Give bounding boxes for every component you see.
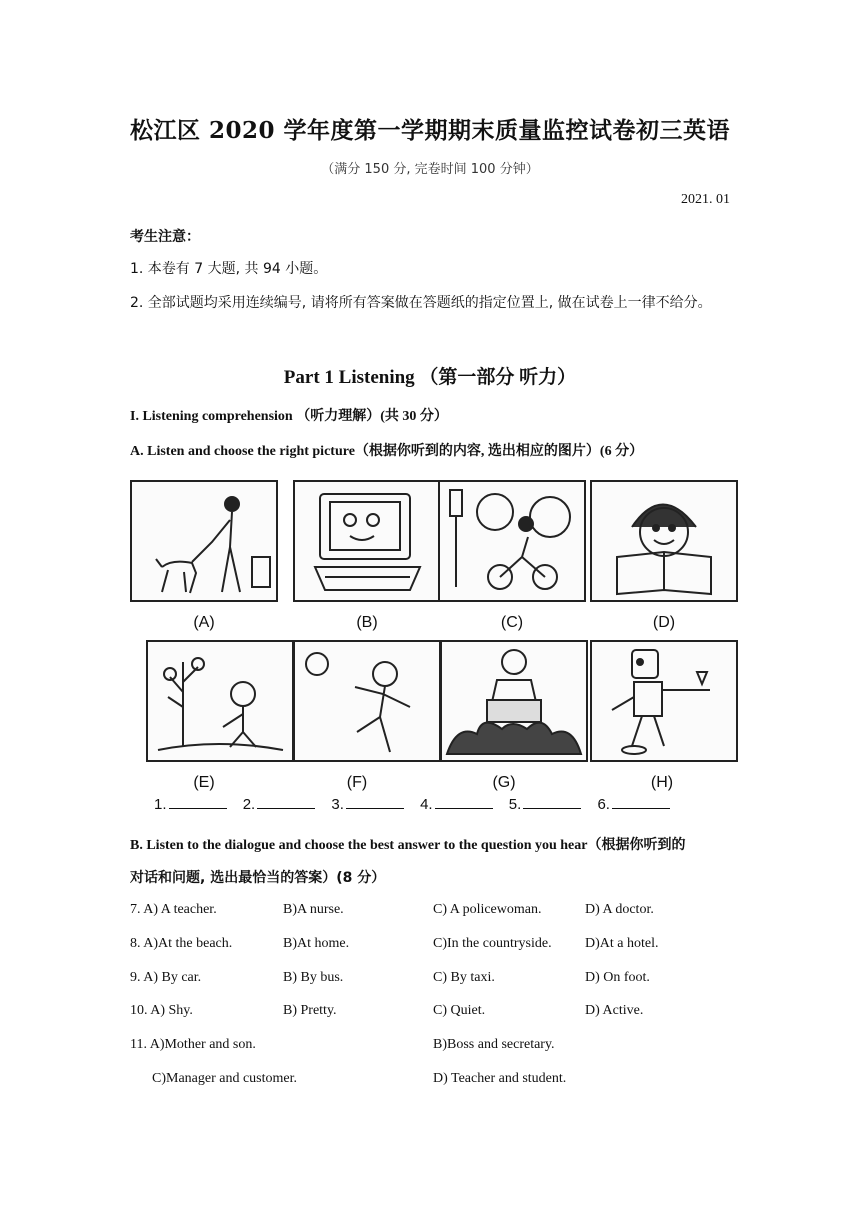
page-title: 松江区 2020 学年度第一学期期末质量监控试卷初三英语 (129, 117, 731, 144)
picture-label-h: (H) (650, 774, 674, 791)
question-11-option-b: B)Boss and secretary. (433, 1037, 555, 1052)
man-giving-speech-icon (440, 640, 588, 762)
section-heading: I. Listening comprehension （听力理解）(共 30 分） (130, 409, 448, 424)
question-7-option-d: D) A doctor. (585, 902, 654, 917)
question-8-option-d: D)At a hotel. (585, 936, 659, 951)
blank-label-5: 5. (508, 796, 522, 813)
answer-blank-6[interactable] (612, 794, 670, 809)
question-11-option-a: 11. A)Mother and son. (130, 1037, 256, 1052)
answer-blank-3[interactable] (346, 794, 404, 809)
notes-heading: 考生注意： (130, 229, 200, 245)
answer-blank-2[interactable] (257, 794, 315, 809)
blank-label-6: 6. (597, 796, 610, 813)
question-9-option-c: C) By taxi. (433, 970, 495, 985)
answer-blank-5[interactable] (523, 794, 581, 809)
question-10-option-a: 10. A) Shy. (130, 1003, 193, 1018)
section-b-heading-line1: B. Listen to the dialogue and choose the best answer to the question you hear（根据你听到的 (130, 838, 686, 853)
picture-label-d: (D) (652, 614, 676, 631)
question-7-option-b: B)A nurse. (283, 902, 344, 917)
answer-blanks (154, 794, 682, 813)
question-9-option-d: D) On foot. (585, 970, 650, 985)
question-11-option-c: C)Manager and customer. (152, 1071, 298, 1086)
robot-waiter-icon (590, 640, 738, 762)
boy-planting-tree-icon (146, 640, 294, 762)
blank-label-3: 3. (331, 796, 344, 813)
picture-label-a: (A) (193, 614, 215, 631)
section-b-heading-line2: 对话和问题, 选出最恰当的答案）(8 分） (130, 870, 386, 886)
note-item-2: 2. 全部试题均采用连续编号, 请将所有答案做在答题纸的指定位置上, 做在试卷上一律不给分。 (130, 295, 712, 311)
boy-cycling-icon (438, 480, 586, 602)
question-8-option-c: C)In the countryside. (433, 936, 552, 951)
computer-character-icon (293, 480, 441, 602)
answer-blank-1[interactable] (169, 794, 227, 809)
picture-label-g: (G) (492, 774, 516, 791)
question-9-option-a: 9. A) By car. (130, 970, 202, 985)
exam-date: 2021. 01 (681, 192, 730, 207)
picture-label-b: (B) (356, 614, 378, 631)
question-10-option-b: B) Pretty. (283, 1003, 337, 1018)
picture-label-c: (C) (500, 614, 524, 631)
question-9-option-b: B) By bus. (283, 970, 344, 985)
page-subtitle: （满分 150 分, 完卷时间 100 分钟） (321, 162, 539, 177)
blank-label-2: 2. (242, 796, 256, 813)
blank-label-1: 1. (154, 796, 167, 813)
boy-kicking-ball-icon (293, 640, 441, 762)
part-title: Part 1 Listening （第一部分 听力） (283, 367, 577, 388)
man-walking-dog-icon (130, 480, 278, 602)
question-8-option-a: 8. A)At the beach. (130, 936, 233, 951)
blank-label-4: 4. (420, 796, 433, 813)
section-a-heading: A. Listen and choose the right picture（根据你听到的内容, 选出相应的图片）(6 分） (130, 444, 644, 459)
girl-reading-icon (590, 480, 738, 602)
question-10-option-c: C) Quiet. (433, 1003, 486, 1018)
question-11-option-d: D) Teacher and student. (433, 1071, 567, 1086)
picture-label-e: (E) (193, 774, 215, 791)
note-item-1: 1. 本卷有 7 大题, 共 94 小题。 (130, 261, 328, 277)
question-7-option-c: C) A policewoman. (433, 902, 542, 917)
question-7-option-a: 7. A) A teacher. (130, 902, 217, 917)
picture-label-f: (F) (346, 774, 368, 791)
question-8-option-b: B)At home. (283, 936, 350, 951)
question-10-option-d: D) Active. (585, 1003, 644, 1018)
answer-blank-4[interactable] (435, 794, 493, 809)
